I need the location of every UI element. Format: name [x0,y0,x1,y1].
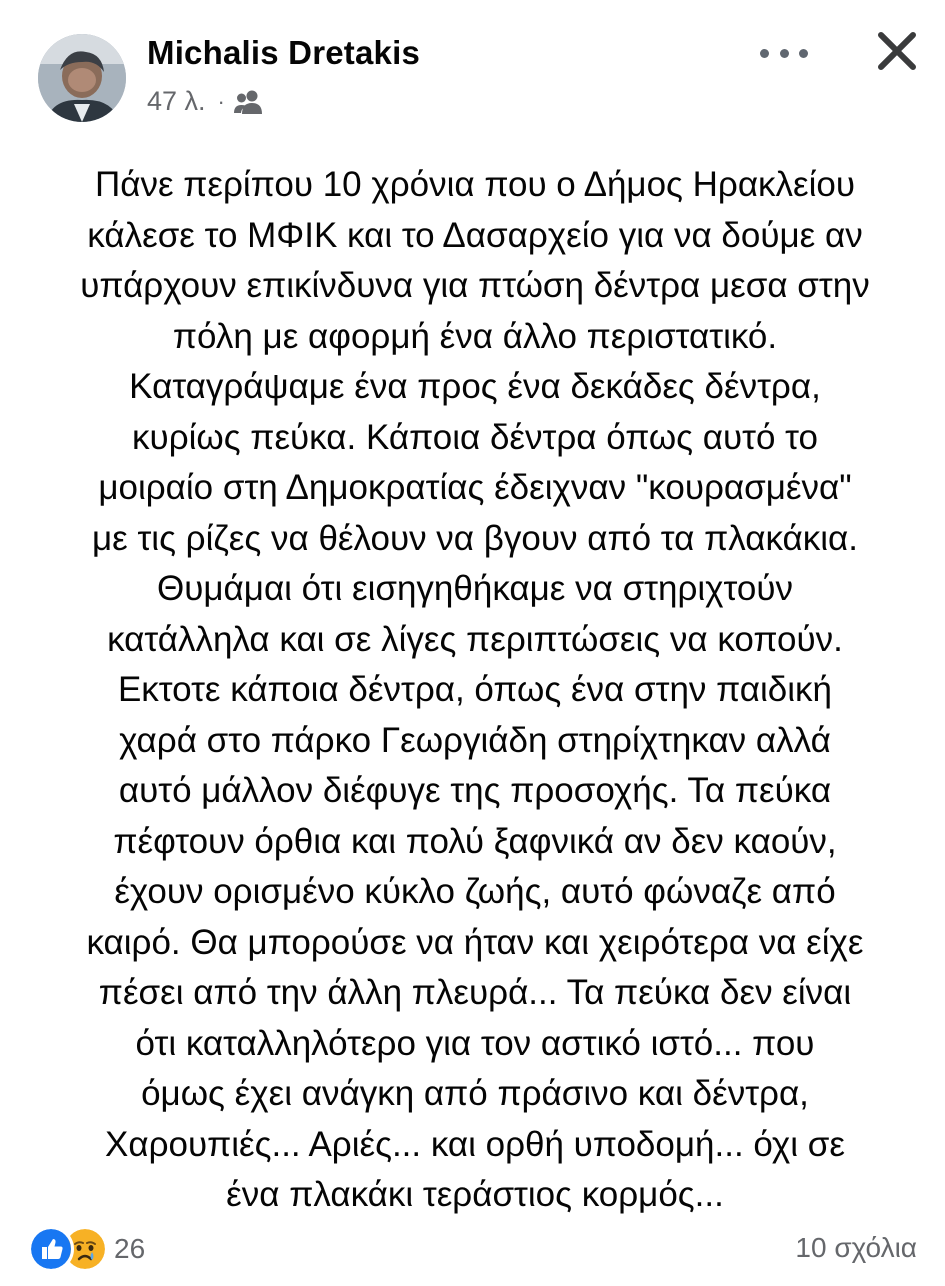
reactions-summary[interactable] [28,1226,145,1272]
post-text-line: Θυμάμαι ότι εισηγηθήκαμε να στηριχτούν [157,569,793,608]
close-icon [874,28,920,74]
post-text-line: μοιραίο στη Δημοκρατίας έδειχναν "κουρασμένα" [98,468,852,507]
post-meta [147,86,263,117]
post-text-line: Καταγράψαμε ένα προς ένα δεκάδες δέντρα, [129,367,821,406]
post-text-line: πέσει από την άλλη πλευρά... Τα πεύκα δεν είναι [98,973,852,1012]
post-text-line: καιρό. Θα μπορούσε να ήταν και χειρότερα να είχε [86,922,864,962]
post-text-line: ότι καταλληλότερο για τον αστικό ιστό... που [135,1023,815,1063]
post-text-line: έχουν ορισμένο κύκλο ζωής, αυτό φώναζε από [114,872,836,911]
post-text-line: υπάρχουν επικίνδυνα για πτώση δέντρα μεσα στην [80,266,870,305]
post-header [0,0,945,140]
post-text-line: Εκτοτε κάποια δέντρα, όπως ένα στην παιδική [117,670,833,709]
post-text-line: πέφτουν όρθια και πολύ ξαφνικά αν δεν καούν, [113,821,837,861]
friends-icon [233,89,263,115]
post-footer [0,1220,945,1270]
post-body [30,160,920,1221]
post-text-line: κυρίως πεύκα. Κάποια δέντρα όπως αυτό το [132,417,818,457]
post-text-line: με τις ρίζες να θέλουν να βγουν από τα πλακάκια. [91,518,858,558]
avatar-photo [38,34,126,122]
post-text-line: κάλεσε το ΜΦΙΚ και το Δασαρχείο για να δούμε αν [87,215,863,255]
comments-count-link[interactable]: 10 σχόλια [795,1232,917,1263]
post-text-line: Πάνε περίπου 10 χρόνια που ο Δήμος Ηρακλείου [94,165,856,204]
post-text-line: χαρά στο πάρκο Γεωργιάδη στηρίχτηκαν αλλά [119,720,831,760]
more-options-button[interactable] [760,38,808,68]
meta-separator: · [217,88,225,114]
post-text-line: πόλη με αφορμή ένα άλλο περιστατικό. [172,316,778,356]
post-text-line: αυτό μάλλον διέφυγε της προσοχής. Τα πεύκα [118,771,832,810]
avatar[interactable] [38,34,126,122]
like-icon [28,1226,74,1272]
reactions-count: 26 [114,1233,146,1264]
post-author[interactable]: Michalis Dretakis [147,34,421,71]
close-button[interactable] [874,28,920,74]
post-text-line: όμως έχει ανάγκη από πράσινο και δέντρα, [141,1074,809,1113]
post-text-line: Χαρουπιές... Αριές... και ορθή υποδομή... όχι σε [104,1124,846,1164]
post-time[interactable]: 47 λ. [147,86,206,116]
post-text-line: κατάλληλα και σε λίγες περιπτώσεις να κοπούν. [107,619,843,659]
more-options-icon [760,49,769,58]
post-text-line: ένα πλακάκι τεράστιος κορμός... [226,1175,724,1214]
